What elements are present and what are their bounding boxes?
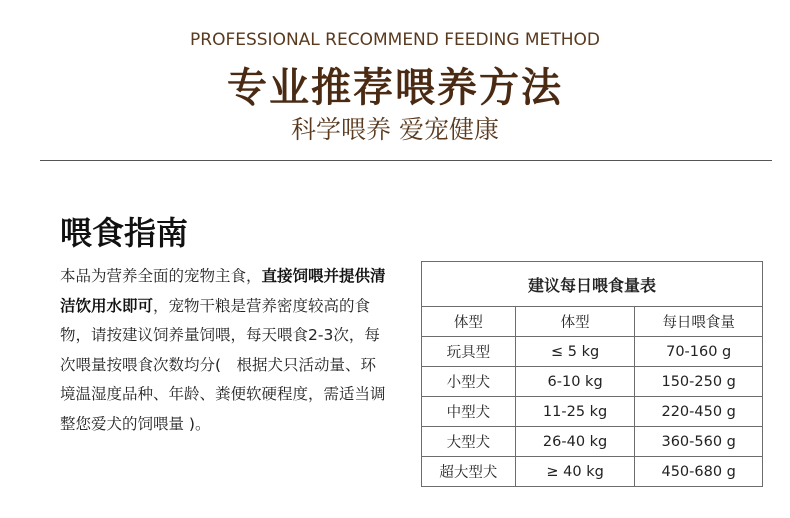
table-header-row: [422, 307, 763, 337]
table-cell-amount: 220-450 g: [635, 397, 763, 427]
table-cell-amount: 360-560 g: [635, 427, 763, 457]
daily-feeding-table: [421, 261, 763, 487]
table-cell-type: 大型犬: [422, 427, 516, 457]
table-cell-weight: 6-10 kg: [515, 367, 635, 397]
table-cell-type: 中型犬: [422, 397, 516, 427]
feeding-guide-heading: 喂食指南: [60, 214, 189, 252]
english-title: PROFESSIONAL RECOMMEND FEEDING METHOD: [190, 30, 600, 50]
table-caption-row: [422, 262, 763, 307]
table-cell-amount: 450-680 g: [635, 457, 763, 487]
table-cell-amount: 70-160 g: [635, 337, 763, 367]
table-row: [422, 337, 763, 367]
table-cell-weight: ≥ 40 kg: [515, 457, 635, 487]
header-cell-daily-amount: 每日喂食量: [635, 307, 763, 337]
table-cell-weight: 26-40 kg: [515, 427, 635, 457]
table-row: [422, 397, 763, 427]
table-caption: 建议每日喂食量表: [422, 262, 763, 307]
header-cell-breed-type: 体型: [422, 307, 516, 337]
guide-text-bold: 直接饲喂并提供清洁饮用水即可: [60, 267, 386, 315]
chinese-title: 专业推荐喂养方法: [227, 65, 563, 111]
guide-text-part-2: ，宠物干粮是营养密度较高的食物，请按建议饲养量饲喂，每天喂食2-3次，每次喂量按喂食次数均分( 根据犬只活动量、环境温湿度品种、年龄、粪便软硬程度，需适当调整您爱犬的饲喂量 )。: [60, 296, 386, 433]
table-cell-type: 小型犬: [422, 367, 516, 397]
table-row: [422, 457, 763, 487]
chinese-subtitle: 科学喂养 爱宠健康: [291, 115, 499, 144]
header-divider: [40, 160, 772, 161]
table-cell-amount: 150-250 g: [635, 367, 763, 397]
feeding-guide-text: [60, 262, 390, 440]
table-cell-weight: ≤ 5 kg: [515, 337, 635, 367]
table-row: [422, 367, 763, 397]
table-cell-type: 玩具型: [422, 337, 516, 367]
table-cell-weight: 11-25 kg: [515, 397, 635, 427]
header-cell-weight: 体型: [515, 307, 635, 337]
guide-text-part-1: 本品为营养全面的宠物主食，: [60, 267, 262, 285]
table-row: [422, 427, 763, 457]
table-cell-type: 超大型犬: [422, 457, 516, 487]
